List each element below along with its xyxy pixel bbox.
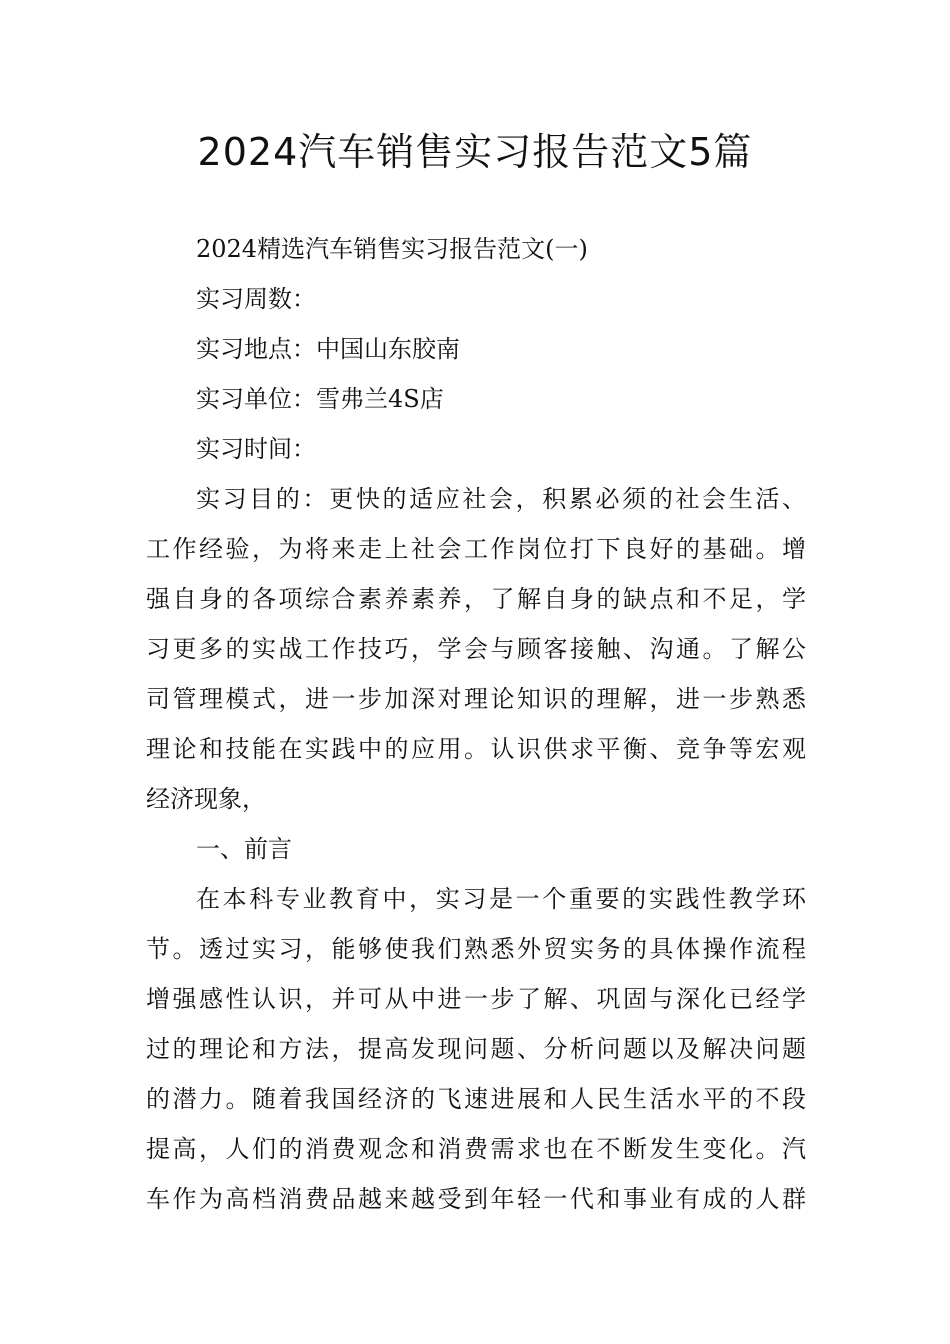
paragraph-line: 提高，人们的消费观念和消费需求也在不断发生变化。汽 bbox=[146, 1135, 806, 1163]
document-body bbox=[146, 224, 806, 1224]
paragraph-line: 增强感性认识，并可从中进一步了解、巩固与深化已经学 bbox=[146, 985, 806, 1013]
paragraph-line: 强自身的各项综合素养素养，了解自身的缺点和不足，学 bbox=[146, 585, 806, 613]
paragraph-line: 的潜力。随着我国经济的飞速进展和人民生活水平的不段 bbox=[146, 1085, 806, 1113]
paragraph-line: 工作经验，为将来走上社会工作岗位打下良好的基础。增 bbox=[146, 535, 806, 563]
paragraph-line: 司管理模式，进一步加深对理论知识的理解，进一步熟悉 bbox=[146, 685, 806, 713]
paragraph-line: 经济现象， bbox=[146, 785, 266, 813]
paragraph-line: 车作为高档消费品越来越受到年轻一代和事业有成的人群 bbox=[146, 1185, 806, 1213]
paragraph-line: 节。透过实习，能够使我们熟悉外贸实务的具体操作流程 bbox=[146, 935, 806, 963]
section-heading: 2024精选汽车销售实习报告范文(一) bbox=[196, 235, 588, 263]
info-weeks: 实习周数： bbox=[196, 285, 316, 313]
paragraph-line: 在本科专业教育中，实习是一个重要的实践性教学环 bbox=[196, 885, 806, 913]
info-time: 实习时间： bbox=[196, 435, 316, 463]
info-unit: 实习单位：雪弗兰4S店 bbox=[196, 385, 444, 413]
paragraph-line: 理论和技能在实践中的应用。认识供求平衡、竞争等宏观 bbox=[146, 735, 806, 763]
paragraph-line: 过的理论和方法，提高发现问题、分析问题以及解决问题 bbox=[146, 1035, 806, 1063]
document-title: 2024汽车销售实习报告范文5篇 bbox=[197, 130, 753, 174]
info-location: 实习地点：中国山东胶南 bbox=[196, 335, 460, 363]
paragraph-line: 实习目的：更快的适应社会，积累必须的社会生活、 bbox=[196, 485, 806, 513]
paragraph-line: 习更多的实战工作技巧，学会与顾客接触、沟通。了解公 bbox=[146, 635, 806, 663]
section-heading-preface: 一、前言 bbox=[196, 835, 292, 863]
